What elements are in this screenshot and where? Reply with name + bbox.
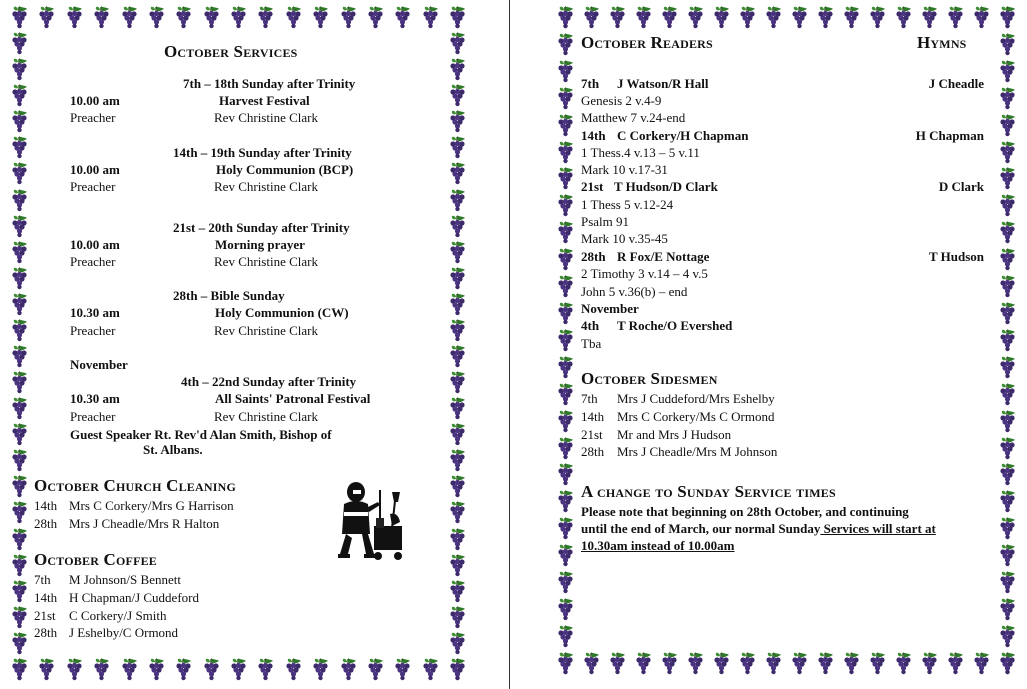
service-name: Harvest Festival [219,93,310,108]
service-preacher: Rev Christine Clark [214,179,318,194]
hymns-name: T Hudson [928,249,984,264]
reader-date: 4th [581,318,600,333]
guest-speaker-line1: Guest Speaker Rt. Rev'd Alan Smith, Bishop of [70,427,332,442]
sidesmen-date: 14th [581,409,605,424]
guest-speaker-line2: St. Albans. [143,442,203,457]
reading: Matthew 7 v.24-end [581,110,686,125]
change-line2-end: Services will start at [820,521,936,536]
service-role: Preacher [70,179,116,194]
reader-names: C Corkery/H Chapman [617,128,749,143]
service-time: 10.00 am [70,93,120,108]
service-heading: 7th – 18th Sunday after Trinity [183,76,356,91]
service-heading: 28th – Bible Sunday [173,288,285,303]
sidesmen-names: Mrs C Corkery/Ms C Ormond [617,409,775,424]
sidesmen-names: Mrs J Cheadle/Mrs M Johnson [617,444,778,459]
coffee-names: C Corkery/J Smith [69,608,167,623]
reading: 1 Thess 5 v.12-24 [581,197,674,212]
coffee-names: H Chapman/J Cuddeford [69,590,199,605]
service-preacher: Rev Christine Clark [214,110,318,125]
sidesmen-title: October Sidesmen [581,369,718,388]
change-line3: 10.30am instead of 10.00am [581,538,735,553]
sidesmen-names: Mr and Mrs J Hudson [617,427,732,442]
hymns-title: Hymns [917,33,967,52]
change-line1: Please note that beginning on 28th October, and continuing [581,504,909,519]
coffee-names: J Eshelby/C Ormond [69,625,179,640]
reading: Psalm 91 [581,214,630,229]
service-role: Preacher [70,110,116,125]
service-role: Preacher [70,323,116,338]
reading: 2 Timothy 3 v.14 – 4 v.5 [581,266,708,281]
coffee-names: M Johnson/S Bennett [69,572,181,587]
reading: Tba [581,336,602,351]
sidesmen-date: 28th [581,444,605,459]
coffee-date: 7th [34,572,51,587]
coffee-date: 21st [34,608,56,623]
hymns-name: H Chapman [915,128,984,143]
hymns-name: D Clark [938,179,984,194]
reading: Mark 10 v.35-45 [581,231,668,246]
service-time: 10.00 am [70,237,120,252]
hymns-name: J Cheadle [928,76,984,91]
service-preacher: Rev Christine Clark [214,254,318,269]
reader-date: 21st [581,179,604,194]
reader-names: R Fox/E Nottage [617,249,710,264]
reader-date: 7th [581,76,600,91]
service-time: 10.00 am [70,162,120,177]
sidesmen-names: Mrs J Cuddeford/Mrs Eshelby [617,391,775,406]
november-label: November [70,357,128,372]
sidesmen-date: 21st [581,427,603,442]
service-name: Holy Communion (BCP) [216,162,354,177]
readers-title: October Readers [581,33,713,52]
sidesmen-date: 7th [581,391,598,406]
service-name: Holy Communion (CW) [215,305,349,320]
reader-names: J Watson/R Hall [617,76,709,91]
change-title: A change to Sunday Service times [581,482,836,501]
coffee-date: 14th [34,590,58,605]
services-title: October Services [164,42,298,61]
coffee-title: October Coffee [34,550,158,569]
change-line2 [581,520,936,537]
service-heading: 14th – 19th Sunday after Trinity [173,145,352,160]
reading: John 5 v.36(b) – end [581,284,688,299]
cleaning-names: Mrs C Corkery/Mrs G Harrison [69,498,234,513]
service-role: Preacher [70,254,116,269]
reader-names: T Roche/O Evershed [617,318,733,333]
service-name: All Saints' Patronal Festival [215,391,371,406]
service-preacher: Rev Christine Clark [214,323,318,338]
service-time: 10.30 am [70,391,120,406]
service-time: 10.30 am [70,305,120,320]
change-line2-start: until the end of March, our normal Sunday [581,521,821,536]
cleaning-date: 28th [34,516,58,531]
service-heading: 4th – 22nd Sunday after Trinity [181,374,357,389]
cleaning-title: October Church Cleaning [34,476,237,495]
service-preacher: Rev Christine Clark [214,409,318,424]
service-role: Preacher [70,409,116,424]
reader-names: T Hudson/D Clark [614,179,718,194]
reading: 1 Thess.4 v.13 – 5 v.11 [581,145,700,160]
cleaning-date: 14th [34,498,58,513]
coffee-date: 28th [34,625,58,640]
reading: Mark 10 v.17-31 [581,162,668,177]
reading: Genesis 2 v.4-9 [581,93,662,108]
reader-date: 14th [581,128,606,143]
november-label: November [581,301,639,316]
cleaning-names: Mrs J Cheadle/Mrs R Halton [69,516,220,531]
service-name: Morning prayer [215,237,305,252]
service-heading: 21st – 20th Sunday after Trinity [173,220,350,235]
reader-date: 28th [581,249,606,264]
